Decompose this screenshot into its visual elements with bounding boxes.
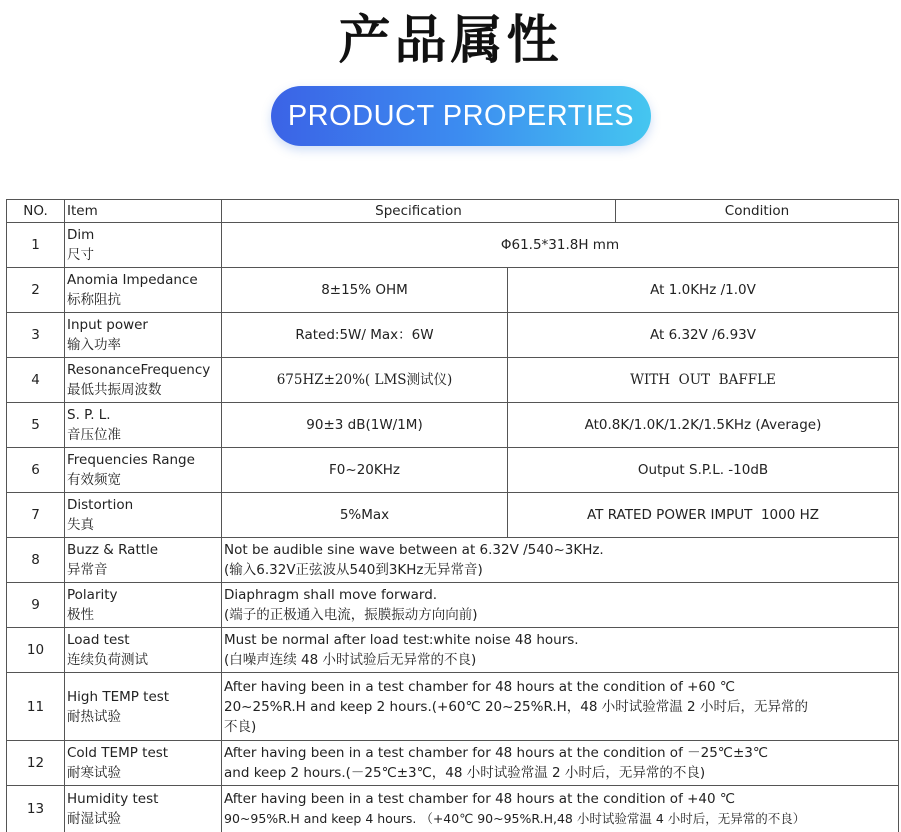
row-number: 2 [7,268,65,313]
table-row [7,741,899,786]
item-en: Buzz & Rattle [67,542,159,558]
row-item [65,538,222,583]
table-row [7,358,899,403]
description-line: (白噪声连续 48 小时试验后无异常的不良) [224,652,477,668]
description-line: 90~95%R.H and keep 4 hours. （+40℃ 90~95%R.H,48 小时试验常温 4 小时后，无异常的不良） [224,811,806,826]
description-line: After having been in a test chamber for 48 hours at the condition of －25℃±3℃ [224,745,769,761]
description-line: 不良) [224,718,257,735]
row-number: 4 [7,358,65,403]
row-condition: AT RATED POWER IMPUT 1000 HZ [508,493,899,538]
item-cn: 极性 [67,607,94,623]
table-row [7,538,899,583]
row-spec: Φ61.5*31.8H mm [222,223,899,268]
table-row [7,493,899,538]
description-line: After having been in a test chamber for 48 hours at the condition of +40 ℃ [224,791,736,807]
table-row [7,628,899,673]
row-number: 1 [7,223,65,268]
description-line: 20~25%R.H and keep 2 hours.(+60℃ 20~25%R.H，48 小时试验常温 2 小时后，无异常的 [224,698,808,715]
header-specification: Specification [222,200,616,223]
row-description [222,628,899,673]
item-cn: 异常音 [67,562,108,578]
table-row [7,403,899,448]
item-cn: 有效频宽 [67,472,121,488]
properties-table [6,199,899,832]
item-en: Anomia Impedance [67,272,198,288]
row-description [222,538,899,583]
item-en: Distortion [67,497,134,513]
item-en: Input power [67,317,148,333]
row-item [65,583,222,628]
row-description [222,673,899,741]
table-row [7,786,899,832]
row-spec: 5%Max [222,493,508,538]
row-condition: At0.8K/1.0K/1.2K/1.5KHz (Average) [508,403,899,448]
description-line: Must be normal after load test:white noise 48 hours. [224,632,579,648]
item-en: Humidity test [67,791,159,807]
row-item [65,448,222,493]
table-row [7,583,899,628]
description-line: and keep 2 hours.(－25℃±3℃，48 小时试验常温 2 小时后，无异常的不良) [224,765,706,781]
description-line: After having been in a test chamber for 48 hours at the condition of +60 ℃ [224,678,736,695]
row-item [65,786,222,832]
table-row [7,223,899,268]
row-item [65,358,222,403]
item-en: Dim [67,227,95,243]
description-line: Diaphragm shall move forward. [224,587,438,603]
item-cn: 音压位准 [67,427,121,443]
row-number: 5 [7,403,65,448]
table-row [7,268,899,313]
row-condition: At 1.0KHz /1.0V [508,268,899,313]
row-item [65,741,222,786]
subtitle-text: PRODUCT PROPERTIES [287,99,635,132]
header-no: NO. [7,200,65,223]
row-description [222,786,899,832]
row-number: 3 [7,313,65,358]
header-condition: Condition [616,200,899,223]
table-row [7,673,899,741]
row-number: 6 [7,448,65,493]
subtitle-banner [271,86,651,146]
row-item [65,628,222,673]
description-line: Not be audible sine wave between at 6.32V /540~3KHz. [224,542,604,558]
row-description [222,741,899,786]
row-number: 10 [7,628,65,673]
row-condition: WITH OUT BAFFLE [508,358,899,403]
item-cn: 耐寒试验 [67,765,121,781]
row-spec: Rated:5W/ Max：6W [222,313,508,358]
row-item [65,268,222,313]
row-number: 9 [7,583,65,628]
row-condition: Output S.P.L. -10dB [508,448,899,493]
table-row [7,313,899,358]
item-cn: 耐湿试验 [67,811,121,827]
row-number: 11 [7,673,65,741]
row-item [65,223,222,268]
row-item [65,493,222,538]
item-cn: 耐热试验 [67,708,121,725]
table-row [7,448,899,493]
row-number: 13 [7,786,65,832]
row-spec: 90±3 dB(1W/1M) [222,403,508,448]
table-header-row [7,200,899,223]
row-spec: 8±15% OHM [222,268,508,313]
item-cn: 连续负荷测试 [67,652,148,668]
item-en: S. P. L. [67,407,111,423]
item-cn: 尺寸 [67,247,94,263]
header-item: Item [65,200,222,223]
row-spec: 675HZ±20%( LMS测试仪) [222,358,508,403]
item-en: Cold TEMP test [67,745,169,761]
row-number: 7 [7,493,65,538]
item-en: Polarity [67,587,118,603]
page-title: 产品属性 [338,11,563,71]
item-cn: 标称阻抗 [67,292,121,308]
description-line: (输入6.32V正弦波从540到3KHz无异常音) [224,562,483,578]
item-en: Load test [67,632,130,648]
item-cn: 输入功率 [67,337,121,353]
row-item [65,673,222,741]
row-item [65,313,222,358]
item-en: ResonanceFrequency [67,362,211,378]
item-en: High TEMP test [67,688,170,705]
description-line: (端子的正极通入电流，振膜振动方向向前) [224,607,478,623]
row-number: 12 [7,741,65,786]
row-number: 8 [7,538,65,583]
row-description [222,583,899,628]
row-item [65,403,222,448]
item-cn: 失真 [67,517,94,533]
item-cn: 最低共振周波数 [67,382,162,398]
row-spec: F0~20KHz [222,448,508,493]
item-en: Frequencies Range [67,452,195,468]
row-condition: At 6.32V /6.93V [508,313,899,358]
